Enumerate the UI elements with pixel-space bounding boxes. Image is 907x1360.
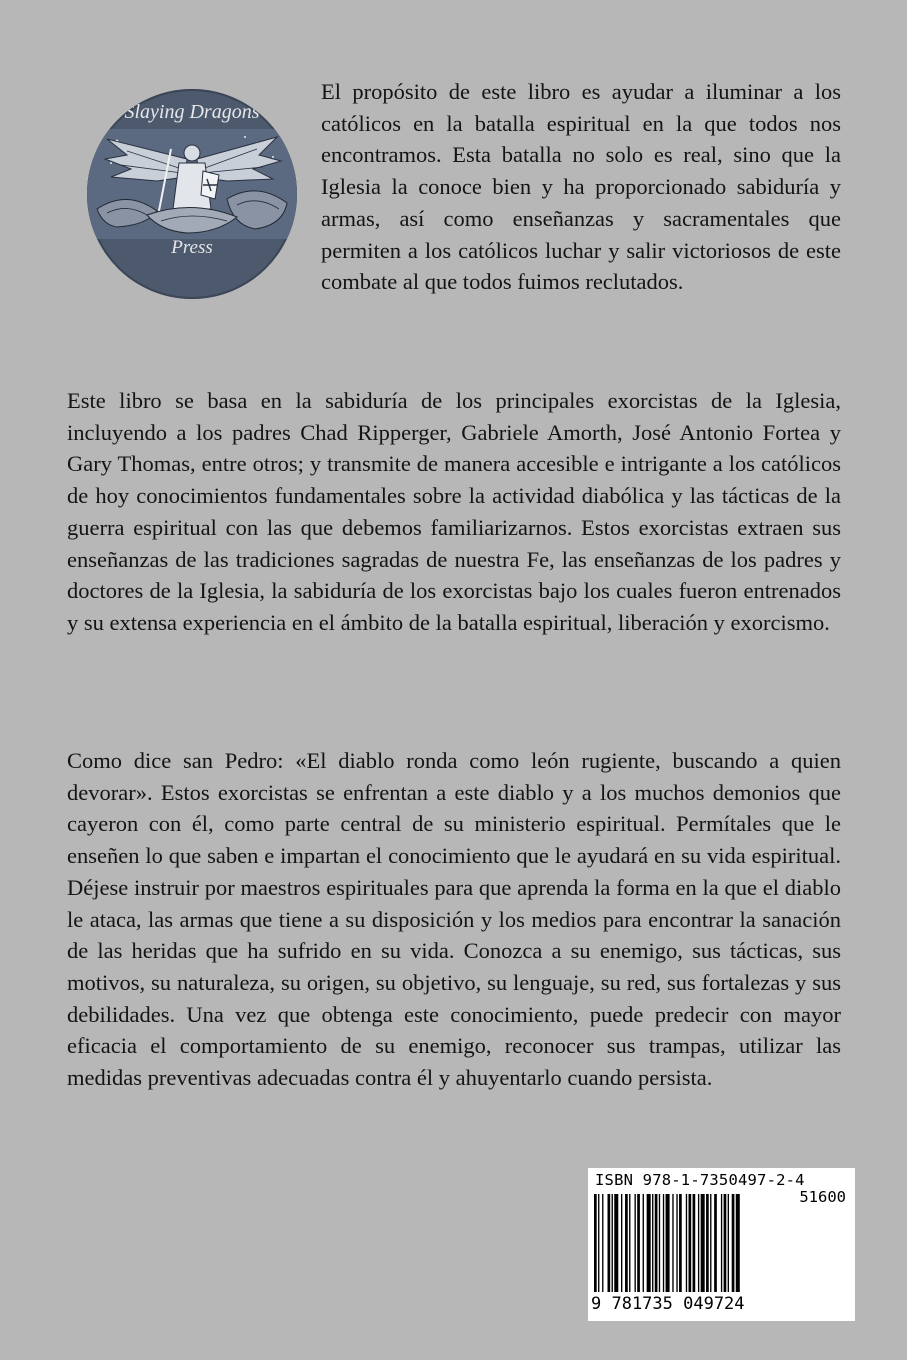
ean-barcode-bars [592, 1190, 782, 1294]
publisher-logo [87, 89, 297, 299]
ean-number: 9 781735 049724 [591, 1294, 745, 1314]
isbn-barcode [588, 1168, 855, 1321]
intro-paragraph: El propósito de este libro es ayudar a iluminar a los católicos en la batalla espiritual en la que todos nos encontramos. Esta batalla no solo es real, sino que la Iglesia la conoce bien y ha proporcionado sabiduría y armas, así como enseñanzas y sacramentales que permiten a los católicos luchar y salir victoriosos de este combate al que todos fuimos reclutados. [321, 79, 841, 295]
isbn-number: ISBN 978-1-7350497-2-4 [595, 1171, 805, 1189]
logo-top-text: Slaying Dragons [124, 101, 260, 123]
body-paragraph-exorcists: Este libro se basa en la sabiduría de los principales exorcistas de la Iglesia, incluyendo a los padres Chad Ripperger, Gabriele Amorth, José Antonio Fortea y Gary Thomas, entre otros; y transmite de manera accesible e intrigante a los católicos de hoy conocimientos fundamentales sobre la actividad diabólica y las tácticas de la guerra espiritual con las que debemos familiarizarnos. Estos exorcistas extraen sus enseñanzas de las tradiciones sagradas de nuestra Fe, las enseñanzas de los padres y doctores de la Iglesia, la sabiduría de los exorcistas bajo los cuales fueron entrenados y su extensa experiencia en el ámbito de la batalla espiritual, liberación y exorcismo. [67, 388, 841, 635]
body-paragraph-san-pedro: Como dice san Pedro: «El diablo ronda como león rugiente, buscando a quien devorar». Estos exorcistas se enfrentan a este diablo y a los muchos demonios que cayeron con él, como parte central de su ministerio espiritual. Permítales que le enseñen lo que saben e impartan el conocimiento que le ayudará en su vida espiritual. Déjese instruir por maestros espirituales para que aprenda la forma en la que el diablo le ataca, las armas que tiene a su disposición y los medios para encontrar la sanación de las heridas que ha sufrido en su vida. Conozca a su enemigo, sus tácticas, sus motivos, su naturaleza, su origen, su objetivo, su lenguaje, su red, sus fortalezas y sus debilidades. Una vez que obtenga este conocimiento, puede predecir con mayor eficacia el comportamiento de su enemigo, reconocer sus trampas, utilizar las medidas preventivas adecuadas contra él y ahuyentarlo cuando persista. [67, 748, 841, 1091]
logo-bottom-text: Press [171, 237, 213, 258]
price-code: 51600 [799, 1188, 846, 1206]
archangel-slaying-dragon-icon [87, 129, 297, 239]
